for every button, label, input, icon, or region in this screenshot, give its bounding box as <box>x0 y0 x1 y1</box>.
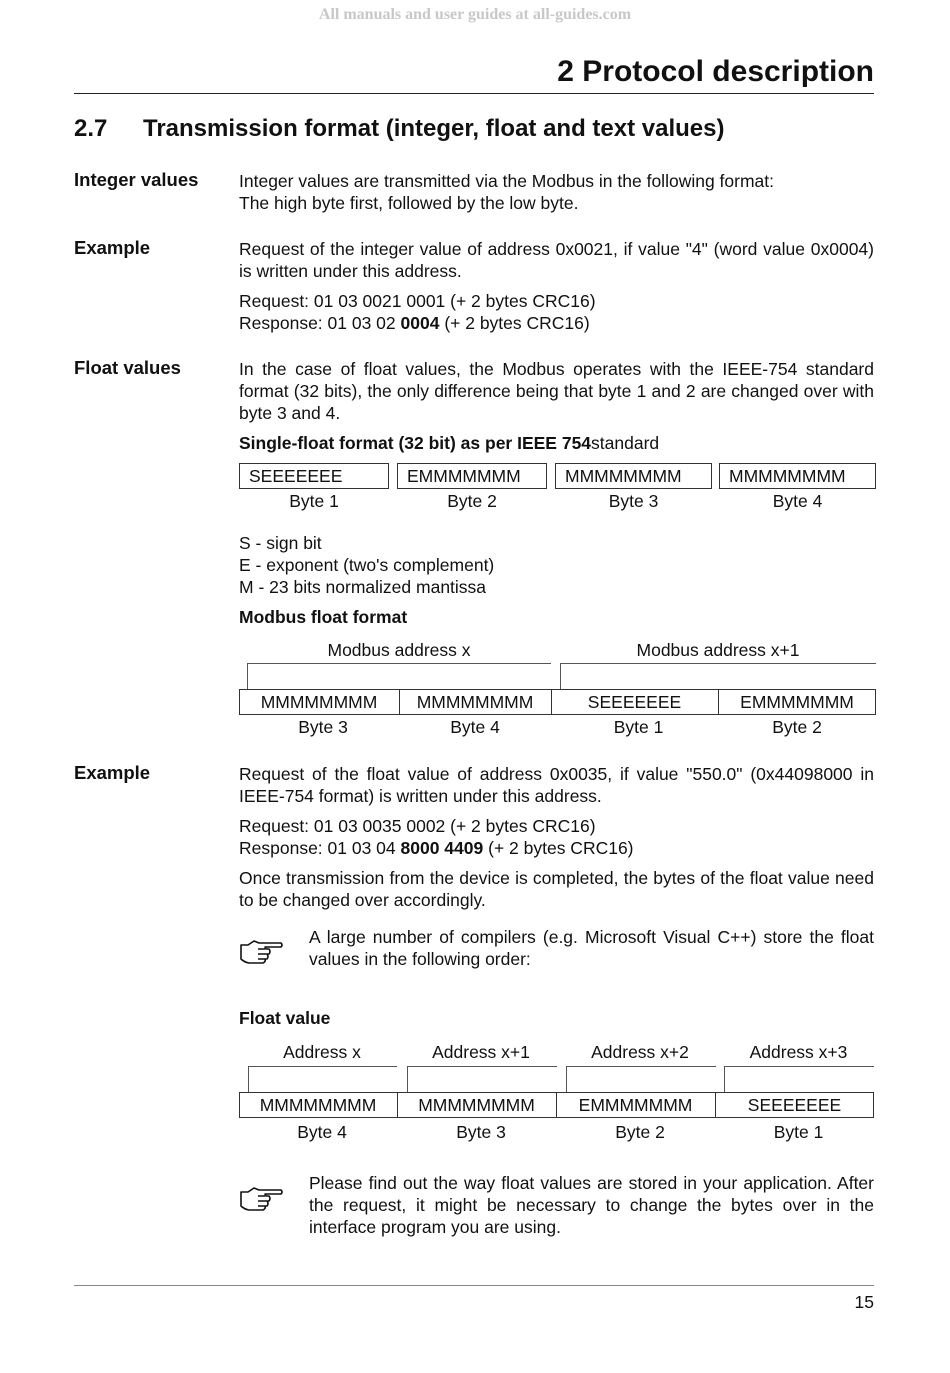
modbus-byte-3: Byte 1 <box>613 717 664 737</box>
float-value-box-2: MMMMMMMM <box>418 1095 535 1115</box>
float-value-title: Float value <box>239 1008 331 1028</box>
storage-note: Please find out the way float values are stored in your application. After the request, it might be necessary to change the bytes over in the interface program you are using. <box>309 1173 874 1237</box>
modbus-address-x1: Modbus address x+1 <box>636 640 800 660</box>
example-label-2: Example <box>74 762 151 783</box>
modbus-box-4: EMMMMMMM <box>740 692 854 712</box>
single-box-1: SEEEEEEE <box>239 463 389 489</box>
single-box-3: MMMMMMMM <box>555 463 712 489</box>
single-box-4: MMMMMMMM <box>719 463 876 489</box>
pointing-hand-icon <box>238 1185 284 1211</box>
address-x2: Address x+2 <box>591 1042 689 1062</box>
float-values-label: Float values <box>74 357 181 378</box>
modbus-bracket-x1 <box>560 663 876 689</box>
integer-line-1: Integer values are transmitted via the Modbus in the following format: <box>239 171 774 191</box>
modbus-byte-1: Byte 3 <box>298 717 348 737</box>
footer-rule <box>74 1285 874 1286</box>
legend-exponent: E - exponent (two's complement) <box>239 555 495 575</box>
float-value-byte-4: Byte 1 <box>773 1122 824 1142</box>
float-value-byte-3: Byte 2 <box>615 1122 665 1142</box>
single-byte-4: Byte 4 <box>772 491 823 511</box>
float-value-box-1: MMMMMMMM <box>259 1095 377 1115</box>
single-float-title: Single-float format (32 bit) as per IEEE 754standard <box>239 433 660 453</box>
integer-line-2: The high byte first, followed by the low byte. <box>239 193 579 213</box>
chapter-title: 2 Protocol description <box>557 55 874 88</box>
example-1-request: Request: 01 03 0021 0001 (+ 2 bytes CRC16) <box>239 291 596 311</box>
legend-mantissa: M - 23 bits normalized mantissa <box>239 577 487 597</box>
address-x1: Address x+1 <box>432 1042 530 1062</box>
modbus-byte-4: Byte 2 <box>772 717 822 737</box>
example-2-response: Response: 01 03 04 8000 4409 (+ 2 bytes CRC16) <box>239 838 634 858</box>
float-value-byte-2: Byte 3 <box>456 1122 506 1142</box>
float-value-box-3: EMMMMMMM <box>578 1095 693 1115</box>
modbus-byte-2: Byte 4 <box>450 717 500 737</box>
single-byte-1: Byte 1 <box>289 491 339 511</box>
modbus-float-title: Modbus float format <box>239 607 408 627</box>
modbus-box-2: MMMMMMMM <box>416 692 534 712</box>
address-x: Address x <box>283 1042 361 1062</box>
single-byte-2: Byte 2 <box>447 491 497 511</box>
address-bracket-x2 <box>566 1066 716 1092</box>
legend-sign: S - sign bit <box>239 533 322 553</box>
float-value-byte-1: Byte 4 <box>297 1122 347 1142</box>
float-text: In the case of float values, the Modbus operates with the IEEE-754 standard format (32 bits), the only difference being that byte 1 and 2 are changed over with byte 3 and 4. <box>239 359 874 423</box>
watermark: All manuals and user guides at all-guides.com <box>318 6 632 23</box>
section-title: Transmission format (integer, float and text values) <box>143 115 725 142</box>
header-rule <box>74 93 874 94</box>
example-2-text: Request of the float value of address 0x0035, if value "550.0" (0x44098000 in IEEE-754 format) is written under this address. <box>239 764 874 806</box>
example-2-after: Once transmission from the device is completed, the bytes of the float value need to be changed over accordingly. <box>239 868 874 910</box>
address-bracket-x <box>248 1066 397 1092</box>
compiler-note: A large number of compilers (e.g. Microsoft Visual C++) store the float values in the following order: <box>309 927 874 969</box>
example-1-response: Response: 01 03 02 0004 (+ 2 bytes CRC16) <box>239 313 590 333</box>
example-2-request: Request: 01 03 0035 0002 (+ 2 bytes CRC16) <box>239 816 596 836</box>
page-number: 15 <box>854 1292 874 1312</box>
example-label-1: Example <box>74 237 151 258</box>
integer-values-label: Integer values <box>74 169 199 190</box>
float-value-box-4: SEEEEEEE <box>747 1095 842 1115</box>
modbus-bracket-x <box>247 663 551 689</box>
address-bracket-x3 <box>724 1066 874 1092</box>
single-box-2: EMMMMMMM <box>397 463 547 489</box>
pointing-hand-icon <box>238 938 284 964</box>
modbus-address-x: Modbus address x <box>327 640 471 660</box>
address-bracket-x1 <box>407 1066 557 1092</box>
single-byte-3: Byte 3 <box>608 491 659 511</box>
section-number: 2.7 <box>74 115 108 142</box>
modbus-box-3: SEEEEEEE <box>587 692 682 712</box>
modbus-box-1: MMMMMMMM <box>260 692 378 712</box>
address-x3: Address x+3 <box>749 1042 848 1062</box>
example-1-text: Request of the integer value of address 0x0021, if value "4" (word value 0x0004) is written under this address. <box>239 239 874 281</box>
